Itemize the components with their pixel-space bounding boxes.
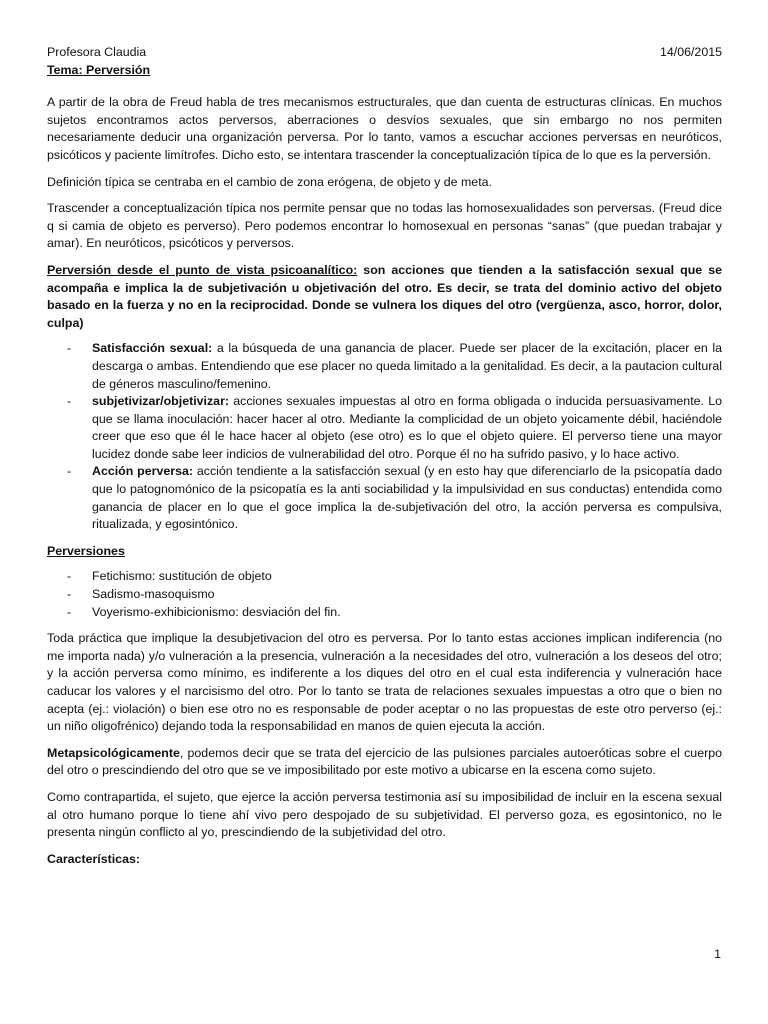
header-row [47, 44, 722, 62]
list-item-text: Sadismo-masoquismo [92, 587, 215, 602]
list-item [47, 604, 722, 622]
definition-term: Acción perversa: [92, 464, 193, 479]
definition-term: Satisfacción sexual: [92, 341, 213, 356]
list-marker: - [67, 587, 72, 602]
list-item [47, 463, 722, 533]
list-item-text: Voyerismo-exhibicionismo: desviación del fin. [92, 604, 341, 619]
psychoanalytic-body: son acciones que tienden a la satisfacción sexual que se acompaña e implica la de subjetivación u objetivación del otro. Es decir, se trata del dominio activo del objeto basado en la fuerza y no en la reciprocidad. Donde se vulnera los diques del otro (vergüenza, asco, horror, dolor, culpa) [47, 262, 722, 330]
list-marker: - [67, 341, 72, 356]
metapsychology-lead: Metapsicológicamente [47, 745, 180, 760]
paragraph-counterpart: Como contrapartida, el sujeto, que ejerce la acción perversa testimonia así su imposibilidad de incluir en la escena sexual al otro humano porque lo tiene ahí vivo pero despojado de su subjetividad. El perverso goza, es egosintonico, no le presenta ningún conflicto al yo, prescindiendo de la subjetividad del otro. [47, 789, 722, 840]
perversiones-list [47, 568, 722, 621]
metapsychology-body: , podemos decir que se trata del ejercicio de las pulsiones parciales autoeróticas sobre el cuerpo del otro o prescindiendo del otro que se ve imposibilitado por este motivo a ubicarse en la escena como sujeto. [47, 745, 722, 778]
paragraph-definition: Definición típica se centraba en el cambio de zona erógena, de objeto y de meta. [47, 174, 492, 189]
document-page [47, 44, 722, 868]
definition-text: acción tendiente a la satisfacción sexual (y en esto hay que diferenciarlo de la psicopatía dado que lo patognomónico de la psicopatía es la anti sociabilidad y la impulsividad en sus conductas) entendida como ganancia de placer en lo que el goce implica la de-subjetivación del otro, la acción perversa es compulsiva, ritualizada, y egosintónico. [92, 464, 722, 532]
list-item [47, 340, 722, 393]
list-item [47, 393, 722, 463]
definitions-list [47, 340, 722, 534]
paragraph-intro: A partir de la obra de Freud habla de tres mecanismos estructurales, que dan cuenta de estructuras clínicas. En muchos sujetos encontramos actos perversos, aberraciones o desvíos sexuales, que sin embargo no nos permiten necesariamente deducir una organización perversa. Por lo tanto, vamos a escuchar acciones perversas en neuróticos, psicóticos y paciente limítrofes. Dicho esto, se intentara trascender la conceptualización típica de lo que es la perversión. [47, 95, 722, 162]
list-marker: - [67, 569, 72, 584]
caracteristicas-heading: Características: [47, 851, 140, 866]
document-date: 14/06/2015 [659, 45, 722, 59]
list-marker: - [67, 604, 72, 619]
paragraph-metapsychology [47, 745, 722, 780]
list-marker: - [67, 464, 72, 479]
page-number: 1 [714, 947, 721, 961]
list-item [47, 568, 722, 586]
psychoanalytic-heading: Perversión desde el punto de vista psicoanalítico: [47, 262, 358, 277]
definition-term: subjetivizar/objetivizar: [92, 394, 230, 409]
paragraph-practice: Toda práctica que implique la desubjetivacion del otro es perversa. Por lo tanto estas acciones implican indiferencia (no me importa nada) y/o vulneración a la presencia, vulneración a la necesidades del otro, vulneración a los deseos del otro; y la acción perversa como mínimo, es indiferente a los diques del otro en el cual esta indiferencia y vulneración hace caducar los valores y el narcisismo del otro. Por lo tanto se trata de relaciones sexuales impuestas a otro que o bien no acepta (ej.: violación) o bien ese otro no es responsable de poder aceptar o no las propuestas de este otro perverso (ej.: un niño oligofrénico) dejando toda la responsabilidad en manos de quien ejecuta la acción. [47, 631, 722, 734]
list-marker: - [67, 394, 72, 409]
list-item-text: Fetichismo: sustitución de objeto [92, 569, 272, 584]
perversiones-heading: Perversiones [47, 543, 125, 558]
paragraph-psychoanalytic [47, 262, 722, 332]
topic-title: Tema: Perversión [47, 62, 151, 77]
author-name: Profesora Claudia [47, 45, 147, 59]
definition-text: a la búsqueda de una ganancia de placer. Puede ser placer de la excitación, placer en la descarga o ambas. Entendiendo que ese placer no queda limitado a la genitalidad. Es decir, a la pautacion cultural de géneros masculino/femenino. [92, 341, 722, 391]
definition-text: acciones sexuales impuestas al otro en forma obligada o inducida persuasivamente. Lo que se llama inoculación: hacer hacer al otro. Mediante la complicidad de un objeto yoicamente débil, haciéndole creer que eso que él le hace hacer al objeto (ese otro) es lo que el objeto quiere. El perverso tiene una mayor lucidez donde sabe leer indicios de vulnerabilidad del otro. Porque él no ha sufrido pasivo, y lo hace activo. [92, 394, 722, 461]
paragraph-transcend: Trascender a conceptualización típica nos permite pensar que no todas las homosexualidades son perversas. (Freud dice q si camia de objeto es perverso). Pero podemos encontrar lo homosexual en personas “sanas” (que puedan trabajar y amar). En neuróticos, psicóticos y perversos. [47, 201, 722, 251]
list-item [47, 586, 722, 604]
